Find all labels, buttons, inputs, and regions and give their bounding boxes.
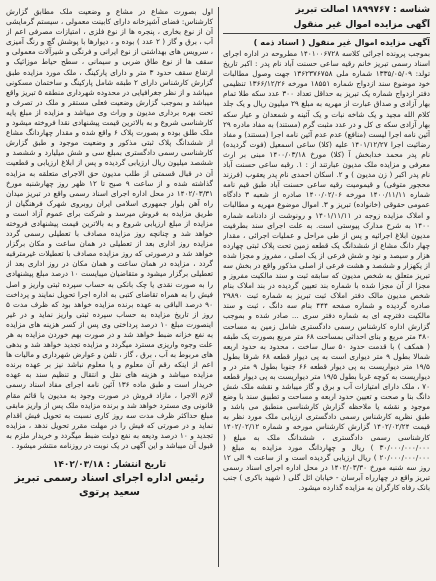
column-divider — [218, 7, 219, 567]
notice-title: آگهی مزایده اموال غیر منقول — [293, 19, 430, 30]
signatory-title: رئیس اداره اجرای اسناد رسمی تبریز — [14, 472, 205, 485]
signature-block — [6, 459, 213, 499]
left-column — [6, 7, 213, 571]
title-divider — [223, 33, 430, 34]
notice-subtitle: آگهی مزایده اموال غیر منقول ( اسناد ذمه ) — [253, 37, 430, 47]
right-column — [223, 19, 430, 571]
right-column-body: بموجب پرونده اجرائی کلاسه ۱۴۰۱۰۰۶۷۲۸ مطروحه در اداره اجرای اسناد رسمی تبریز خانم رقیه ساعی حسنت آباد نام پدر : اکبر تاریخ تولد: ۱۳۳۵/۰۵/۰۹ شماره ملی ۱۳۶۲۳۷۶۷۵۸ جهت وصول مطالبات خود موضوع سند ازدواج شماره ۱۸۵۵۱ مورخه ۱۳۶۶/۱۲/۲۶ تنظیمی دفتر ازدواج شماره یک تبریز به حداقل تعداد ۳۰۰ عدد سکه طلا تمام بهار آزادی و صداق عبارت از مهریه به مبلغ ۲۹ میلیون ریال و یک جلد کلام الله مجید و یک شاخه نبات و یک آئینه و شمعدان و عیار سکه بهار آزادی سکه ی کل و در عدد مثبت گرم (مستند) به مفاد مادره ۲۹ آئین نامه اجرا لیست (منافع) عدم عدم آئین نامه اجرا (مستند) و مفاد رضائیت اجرا ۱۴۰۱/۱۲/۲۷ علیه (کلا) ساعی اسمعیل (فوت گردیده) نام پدر محمد خدابخش آ (کلا) مورخ ۱۴۰۰/۰۳/۱۸ مبنی بر ارث معرفی و مزایده ملک مدیون عبارتند از : ۱. رقبه ساعی حسنت آباد نام پدر اکبر ( زن مدیون ) و ۲. اسکان احمدی نام پدر یعقوب (فرزند محجور متوفی) و قیمومیت رقیه ساعی حسنت آباد طبق قیم نامه شماره ۱۴۰۰/۱۱/۱۱ مورخه ۱۴۰۰/۰۲/۰۶ صادره از شعبه ۳ دادگاه عمومی حقوقی (خانواده) تبریز و ۳. اموال موضوع مهریه و مطالبات و املاک مزایده زوجه در ۱۴۰۱/۱۱/۱۱ و رونوشت از دادنامه شماره ۱۴۰۰ به شرح مدارک پیوستی است. به علت اجرای سند بطرفیت مدیون ابلاغ اجرائیه و پس از طی مراحل و عملیات اجرائی ، مقدار چهار دانگ مشاع از ششدانگ یک قطعه زمین تحت پلاک ثبتی چهارده هزار و سیصد و نود و شش فرعی از یک اصلی ، مفروز و مجزا شده از یکهزار و ششصد و هشت فرعی از اصلی مذکور واقع در بخش سه تبریز متعلق به شخص مدیون که سابقه ثبت و سند مالکیت مفروز و مجزا از آن مجزا شده با شماره بند تعیین گردیده در بند املاک بنام شخص مدیون مالک دفتر املاک ثبت تبریز به شماره ثبت ۲۹۸۹۰ صادره گردیده و شماره صفحه ۴۴۴ بنام سه دانگ ، ثبت و سند مالکیت دفترچه ای به شماره دفتر سری ... صادر شده و بموجب گزارش اداره کارشناس رسمی دادگستری شامل زمین به مساحت ۴۸۰ متر مربع و بنای احداثی بمساحت ۶۸ متر مربع بصورت یک طبقه ( همکف ) با قدمت حدود ۵۰ سال ساخت ، محدود به حدود اربعه شمالا بطول ۹ متر دیواری است به پی دیوار قطعه ۶۸ شرقا بطول ۱۹/۵ متر دیواریست به پی دیوار قطعه ۶۶ جنوبا بطول ۹ متر در و دیواریست به کوچه غربا بطول ۱۹/۵ متر دیواریست به پی دیوار قطعه ۷۰ ، ملک دارای امتیازات آب و برق و گاز میباشد و نقشه ملک شش دانگ بنا و صحت و تعیین حدود اربعه و مساحت و تطبیق سند با وضع موجود و نقشه یا ملاحظه گزارش کارشناسی منطبق می باشد و طبق نظریه کارشناس رسمی دادگستری ارزیابی ملک مورد نظر به قیمت ۱۴۰۲/۰۲/۲۴ گزارش کارشناس مورخه و شماره ۱۴۰۲/۰۲/۱۲ کارشناسی رسمی دادگستری ، ششدانگ ملک به مبلغ ( ۳۰/۰۰۰/۰۰۰/۰۰۰ ) ریال و چهاردانگ مورد مزایده به مبلغ ( ۲۰/۰۰۰/۰۰۰/۰۰۰ ) ریال ارزیابی گردیده است و از ساعت ۹ الی ۱۲ روز سه شنبه مورخ ۱۴۰۲/۰۳/۳۰ در محل اداره اجرای اسناد رسمی تبریز واقع در چهارراه آبرسان - خیابان ائل گلی ( شهید باکری ) جنب بانک رفاه کارگران به مزایده گذارده میشود. — [223, 49, 430, 493]
signatory-name: سعید پرتوی — [79, 486, 140, 499]
left-column-body: اول بصورت مشاع در مشاع و وضعیت ملک مطابق گزارش کارشناس: فضای آشپزخانه دارای کابینت معمولی ، سیستم گرمایشی آن از نوع بخاری ، پنجره ها از نوع فلزی ، امتیازات مصرفی اعم از آب ، برق و گاز ( ۲ عدد ) بوده و ، دیوارها با پوشش گچ و رنگ آمیزی ، سرویس های بهداشتی از نوع ایرانی و فرنگی و شیرآلات معمولی و سقف ها از نوع طاق ضربی و سیمانی ، سطح حیاط موزائیک و ارتفاع سقف حدود ۳ متر و دارای پارکینگ ، ملک مورد مزایده طبق گزارش کارشناس دارای ۲ طبقه شامل پارکینگ و ساختمان مسکونی میباشد و از نظر جغرافیایی در محدوده شهرداری منطقه ۵ تبریز واقع میباشد و بموجب گزارش وضعیت فعلی مستقر و ملک در تصرف و تحت بهره برداری مدیون و وراث وی میباشد و مزایده از مبلغ پایه کارشناسی شروع و به بالاترین قیمت پیشنهادی نقدا فروخته میشود و ملک طلق بوده و بصورت پلاک ۶ واقع شده و مقدار چهاردانگ مشاع از ششدانگ پلاک ثبتی مذکور و وضعیت موجود و طبق گزارش کارشناسی رسمی دادگستری بمبلغ سی و شش میلیارد و ششصد و ششصد میلیون ریال ارزیابی گردیده و پس از ابلاغ ارزیابی و قطعیت آن در قبال قسمتی از طلب مدیون حق الاجرای متعلقه به مزایده گذاشته شده و از ساعت ۹ صبح تا ۱۲ ظهر روز چهارشنبه مورخ ۱۴۰۲/۰۳/۳۱ در محل اداره اجرای اسناد رسمی واقع در تبریز میدان راه آهن بلوار جمهوری اسلامی ایران روبروی شهرک فرهنگیان از طریق مزایده به فروش میرسد و شرکت برای عموم آزاد است و مزایده از مبلغ ارزیابی شروع و به بالاترین قیمت پیشنهادی فروخته خواهد شد و چنانچه روز مزایده مصادف با تعطیلی رسمی گردد مزایده روز اداری بعد از تعطیلی در همان ساعت و مکان برگزار خواهد شد و درصورتی که روز مزایده مصادف با تعطیلات غیرمترقبه گردد ، مزایده در همان ساعت و همان مکان در روز اداری بعد از تعطیلی برگزار میشود و متقاضیان میبایست ۱۰ درصد مبلغ پیشنهادی را به صورت نقدی یا چک بانکی به حساب سپرده ثبتی واریز و اصل فیش را به همراه تقاضای کتبی به اداره اجرا تحویل نمایند و پرداخت ۹۰ درصد الباقی به عهده برنده مزایده خواهد بود که ظرف مدت ۵ روز از تاریخ مزایده به حساب سپرده ثبتی واریز نماید و در غیر اینصورت مبلغ ۱۰ درصد پرداختی وی پس از کسر هزینه های مزایده به نفع خزانه ضبط خواهد شد و در صورت بهم خوردن مزایده به هر علت وجوه واریزی مسترد میگردد و مزایده تجدید خواهد شد و بدهی های مربوط به آب ، برق ، گاز ، تلفن و عوارض شهرداری و مالیات ها اعم از اینکه رقم آن معلوم و یا معلوم نباشد نیز بر عهده برنده مزایده میباشد و هزینه های نقل و انتقال و تنظیم سند به عهده خریدار است و طبق ماده ۱۳۶ آئین نامه اجرای مفاد اسناد رسمی لازم الاجرا ، مازاد فروش در صورت وجود به مدیون یا قائم مقام قانونی وی مسترد خواهد شد و برنده مزایده ملک پس از واریز مابقی مبلغ حداکثر ظرف مدت سه روز کاری نسبت به تحویل فیش اقدام نماید و در صورتی که فیش را در مهلت مقرر تحویل ندهد ، مزایده تجدید و ۱۰ درصد ودیعه به نفع دولت ضبط میگردد و خریدار ملزم به قبول آن میباشد و این آگهی در یک نوبت در روزنامه منتشر میشود . — [6, 7, 213, 451]
newspaper-notice — [6, 5, 430, 571]
publish-date: تاریخ انتشار : ۱۴۰۲/۰۳/۱۸ — [52, 460, 167, 471]
notice-id: شناسه : ۱۸۹۹۷۶۷ اصالت تبریز — [295, 5, 430, 15]
